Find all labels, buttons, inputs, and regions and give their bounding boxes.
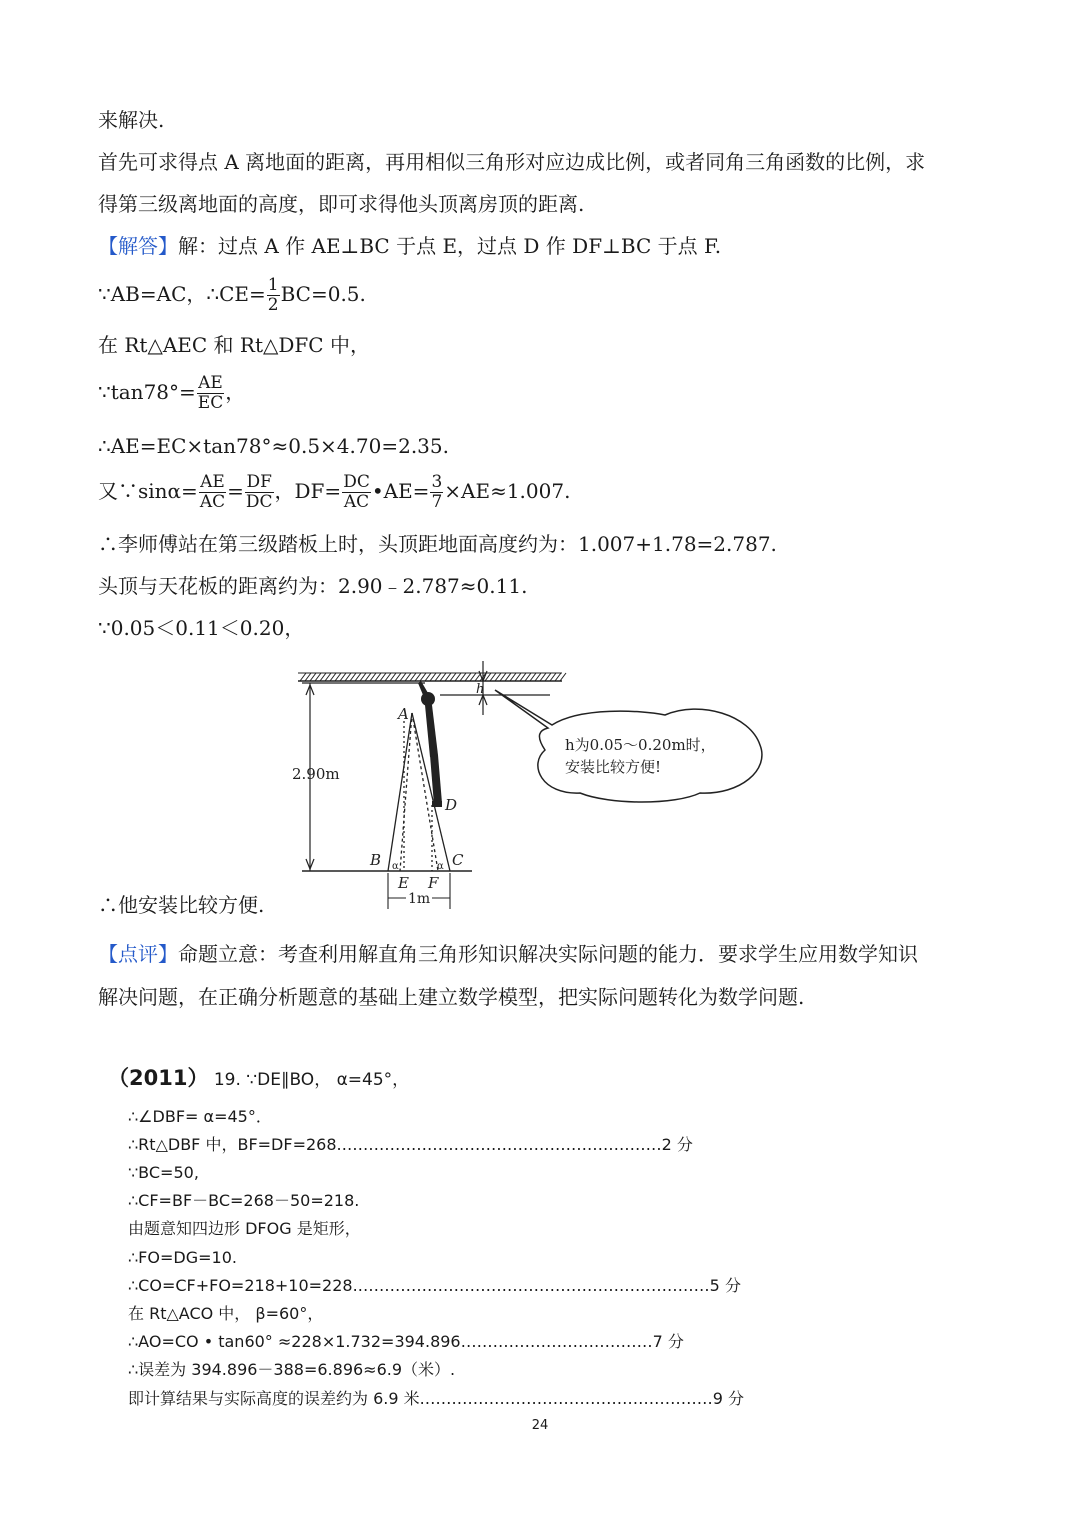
text-line-2: 首先可求得点 A 离地面的距离，再用相似三角形对应边成比例，或者同角三角函数的比例，求 bbox=[98, 150, 926, 174]
ceiling-hatch bbox=[390, 673, 396, 681]
comment-text: 命题立意：考查利用解直角三角形知识解决实际问题的能力．要求学生应用数学知识 bbox=[178, 942, 918, 966]
l7-post: ， bbox=[225, 380, 246, 404]
sol-step-4: ∴CF=BF－BC=268－50=218. bbox=[128, 1191, 360, 1210]
text-line-15: 解决问题，在正确分析题意的基础上建立数学模型，把实际问题转化为数学问题. bbox=[98, 985, 805, 1009]
label-A: A bbox=[398, 705, 409, 723]
bubble-text-2: 安装比较方便! bbox=[565, 758, 662, 776]
comment-tag: 【点评】 bbox=[98, 942, 178, 966]
ceiling-hatch bbox=[435, 673, 441, 681]
text-line-8: ∴AE=EC×tan78°≈0.5×4.70=2.35. bbox=[98, 434, 449, 458]
ceiling-hatch bbox=[460, 673, 466, 681]
ceiling-hatch bbox=[520, 673, 526, 681]
ceiling-hatch bbox=[410, 673, 416, 681]
text-line-10: ∴李师傅站在第三级踏板上时，头顶距地面高度约为：1.007+1.78=2.787. bbox=[98, 532, 777, 556]
ceiling-hatch bbox=[505, 673, 511, 681]
ceiling-hatch bbox=[500, 673, 506, 681]
sol-step-7: ∴CO=CF+FO=218+10=228.…………………………………………………………5 分 bbox=[128, 1276, 741, 1295]
ceiling-hatch bbox=[430, 673, 436, 681]
ceiling-hatch bbox=[415, 673, 421, 681]
label-h: h bbox=[476, 682, 485, 697]
ceiling-hatch bbox=[355, 673, 361, 681]
ceiling-hatch bbox=[515, 673, 521, 681]
l7-pre: ∵tan78°= bbox=[98, 380, 196, 404]
sol-step-5: 由题意知四边形 DFOG 是矩形， bbox=[128, 1219, 361, 1238]
ceiling-hatch bbox=[470, 673, 476, 681]
ceiling-hatch bbox=[490, 673, 496, 681]
ceiling-hatch bbox=[450, 673, 456, 681]
answer-line bbox=[98, 234, 721, 258]
ceiling-hatch bbox=[305, 673, 311, 681]
label-D: D bbox=[445, 796, 458, 814]
l9-mid: ，DF= bbox=[274, 479, 342, 503]
text-line-7 bbox=[98, 374, 245, 413]
ceiling-hatch bbox=[560, 673, 566, 681]
label-alpha-left: α bbox=[392, 861, 399, 872]
ceiling-hatch bbox=[530, 673, 536, 681]
fraction-ae-ac: $\frac{AE}{AC}$ bbox=[199, 472, 226, 512]
l9-pre: 又∵sinα= bbox=[98, 479, 198, 503]
answer-tag: 【解答】 bbox=[98, 234, 178, 258]
ceiling-hatch bbox=[510, 673, 516, 681]
fraction-3-7: $\frac{3}{7}$ bbox=[431, 472, 443, 512]
text-line-11: 头顶与天花板的距离约为：2.90﹣2.787≈0.11. bbox=[98, 574, 528, 598]
label-F: F bbox=[428, 874, 439, 892]
l5-post: BC=0.5. bbox=[280, 282, 366, 306]
ceiling-hatch bbox=[465, 673, 471, 681]
l9-eq: = bbox=[227, 479, 244, 503]
l5-pre: ∵AB=AC，∴CE= bbox=[98, 282, 266, 306]
ceiling-hatch bbox=[555, 673, 561, 681]
ceiling-hatch bbox=[400, 673, 406, 681]
answer-text: 解：过点 A 作 AE⊥BC 于点 E，过点 D 作 DF⊥BC 于点 F. bbox=[178, 234, 722, 258]
fraction-ae-ec: $\frac{AE}{EC}$ bbox=[197, 373, 224, 413]
page-number: 24 bbox=[531, 1418, 549, 1433]
ceiling-hatch bbox=[540, 673, 546, 681]
text-line-9 bbox=[98, 473, 570, 512]
text-line-12: ∵0.05＜0.11＜0.20， bbox=[98, 616, 305, 640]
bubble-text-1: h为0.05～0.20m时， bbox=[565, 736, 716, 754]
ceiling-hatch bbox=[360, 673, 366, 681]
sol-step-9: ∴AO=CO • tan60° ≈228×1.732=394.896………………………………7 分 bbox=[128, 1332, 684, 1351]
sol-step-1: ∴∠DBF= α=45°． bbox=[128, 1107, 272, 1126]
text-line-5 bbox=[98, 276, 366, 315]
ceiling-hatch bbox=[420, 673, 426, 681]
fraction-half: $\frac{1}{2}$ bbox=[267, 275, 279, 315]
ceiling-hatch bbox=[325, 673, 331, 681]
ceiling-hatch bbox=[535, 673, 541, 681]
h-marker bbox=[440, 661, 550, 715]
problem-19-head: 19. ∵DE∥BO， α=45°， bbox=[213, 1070, 410, 1090]
sol-step-6: ∴FO=DG=10. bbox=[128, 1248, 237, 1267]
l9-mid2: •AE= bbox=[371, 479, 430, 503]
l9-post: ×AE≈1.007. bbox=[444, 479, 571, 503]
ceiling-hatch bbox=[350, 673, 356, 681]
text-line-1: 来解决. bbox=[98, 108, 165, 132]
ceiling-hatch bbox=[330, 673, 336, 681]
text-line-6: 在 Rt△AEC 和 Rt△DFC 中， bbox=[98, 333, 370, 357]
ceiling-hatch bbox=[445, 673, 451, 681]
ceiling-hatch bbox=[405, 673, 411, 681]
ceiling-hatch bbox=[525, 673, 531, 681]
solution-2011-heading bbox=[108, 1062, 409, 1092]
ceiling-hatch bbox=[375, 673, 381, 681]
base-label: 1m bbox=[408, 891, 431, 907]
ceiling-hatch bbox=[455, 673, 461, 681]
fraction-dc-ac: $\frac{DC}{AC}$ bbox=[343, 472, 370, 512]
ceiling-hatch bbox=[395, 673, 401, 681]
ceiling-hatch bbox=[300, 673, 306, 681]
sol-step-11: 即计算结果与实际高度的误差约为 6.9 米.………………………………………………9 分 bbox=[128, 1389, 744, 1408]
ceiling-hatch bbox=[315, 673, 321, 681]
label-B: B bbox=[370, 851, 382, 869]
year-label: （2011） bbox=[108, 1066, 209, 1090]
ceiling-hatch bbox=[345, 673, 351, 681]
ceiling-hatch bbox=[425, 673, 431, 681]
fraction-df-dc: $\frac{DF}{DC}$ bbox=[245, 472, 273, 512]
ceiling-hatch bbox=[550, 673, 556, 681]
sol-step-8: 在 Rt△ACO 中， β=60°， bbox=[128, 1304, 324, 1323]
comment-line bbox=[98, 942, 918, 966]
ceiling bbox=[298, 673, 566, 681]
ceiling-hatch bbox=[440, 673, 446, 681]
ceiling-hatch bbox=[340, 673, 346, 681]
ceiling-hatch bbox=[495, 673, 501, 681]
ceiling-hatch bbox=[380, 673, 386, 681]
ceiling-hatch bbox=[335, 673, 341, 681]
text-line-3: 得第三级离地面的高度，即可求得他头顶离房顶的距离. bbox=[98, 192, 585, 216]
text-line-13: ∴他安装比较方便. bbox=[98, 893, 265, 917]
sol-step-3: ∵BC=50, bbox=[128, 1163, 199, 1182]
label-alpha-right: α bbox=[437, 861, 444, 872]
sol-step-10: ∴误差为 394.896－388=6.896≈6.9（米）. bbox=[128, 1360, 456, 1379]
ceiling-hatch bbox=[385, 673, 391, 681]
ceiling-hatch bbox=[310, 673, 316, 681]
ceiling-hatch bbox=[370, 673, 376, 681]
ceiling-hatch bbox=[545, 673, 551, 681]
height-label: 2.90m bbox=[292, 765, 340, 783]
ladder-figure bbox=[280, 655, 780, 915]
label-C: C bbox=[452, 851, 464, 869]
sol-step-2: ∴Rt△DBF 中，BF=DF=268.……………………………………………………2 分 bbox=[128, 1135, 693, 1154]
label-E: E bbox=[398, 874, 409, 892]
ceiling-hatch bbox=[320, 673, 326, 681]
ceiling-hatch bbox=[365, 673, 371, 681]
